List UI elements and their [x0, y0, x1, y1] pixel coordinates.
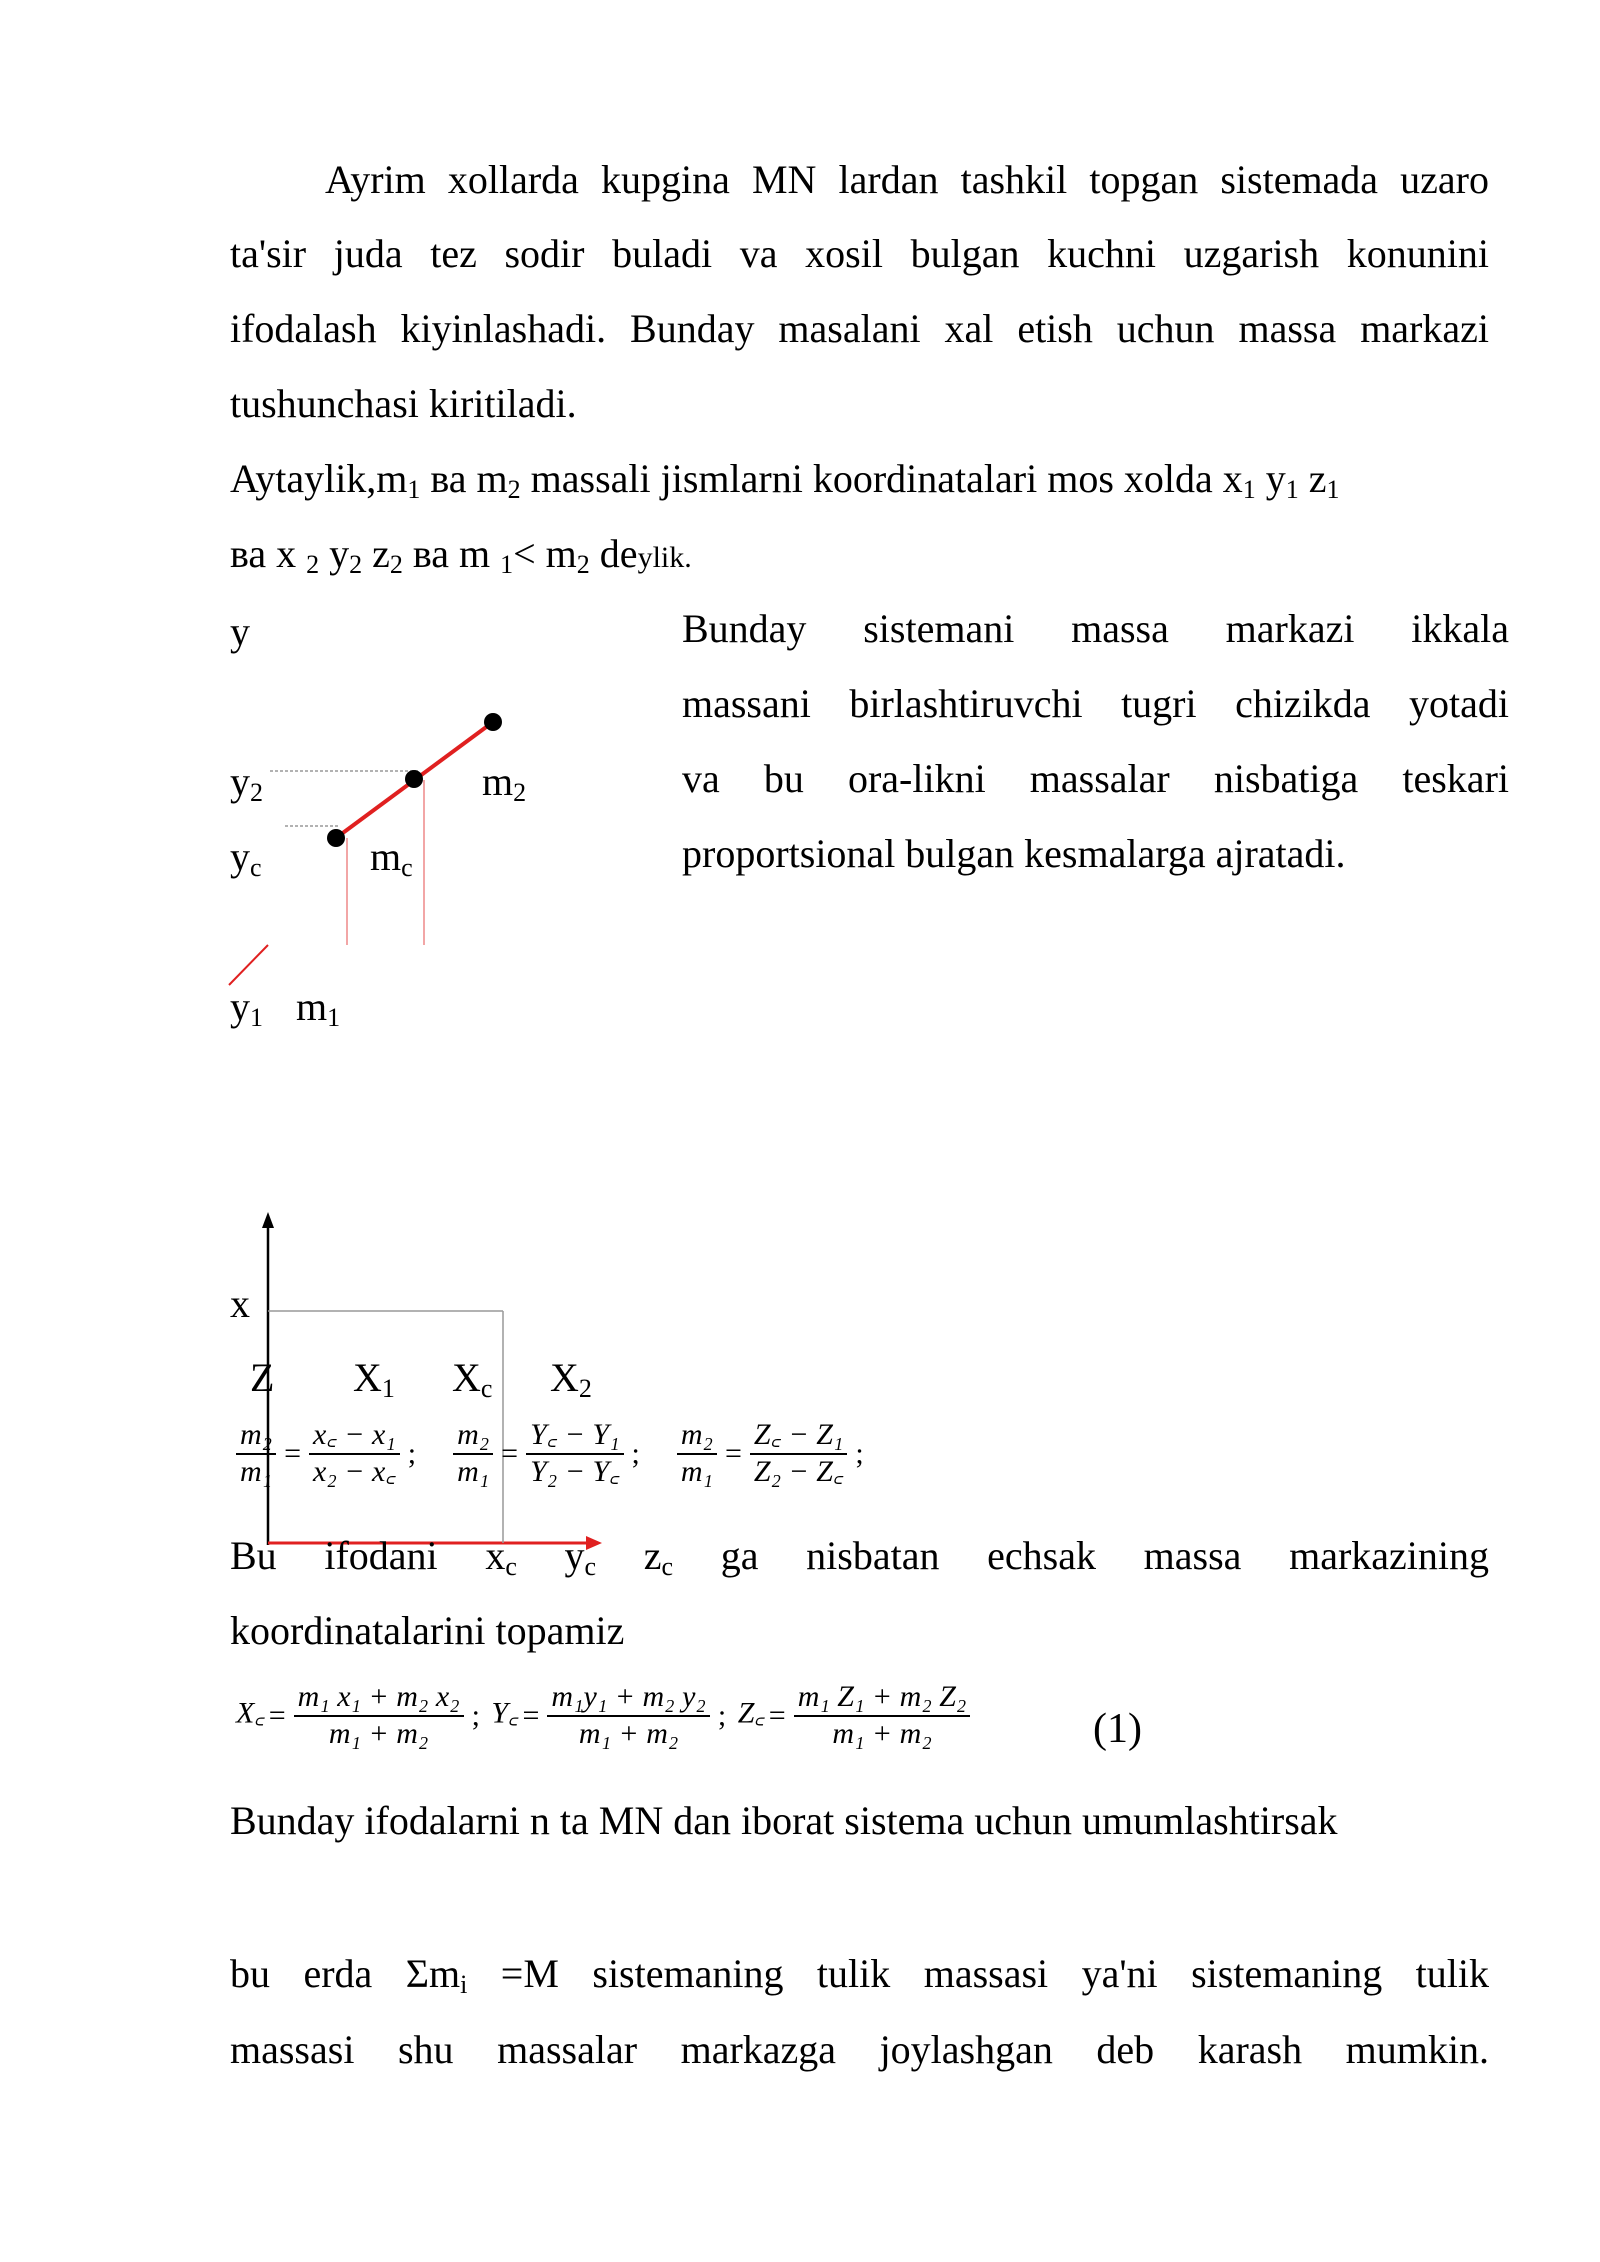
mc-label: $m_c$	[370, 834, 413, 882]
x2-label: $X_2$	[550, 1355, 592, 1403]
p2-line-1: $Aytaylik,m_1$ ва $m_2$ massali jismlarni koordinatalari mos xolda $x_1$ $y_1$ $z_1$	[230, 456, 1340, 504]
p1-line-1: Ayrim xollarda kupgina MN lardan tashkil topgan sistemada uzaro	[325, 157, 1489, 202]
p3-line-3: va bu ora-likni massalar nisbatiga teskari	[682, 756, 1509, 801]
equation-number: (1)	[1093, 1706, 1142, 1752]
yc-label: $y_c$	[230, 834, 262, 882]
p1-line-4: tushunchasi kiritiladi.	[230, 381, 577, 426]
mc-dot	[327, 829, 345, 847]
x1-label: $X_1$	[353, 1355, 395, 1403]
xc-label: $X_c$	[452, 1355, 493, 1403]
p4-line-1: Bu ifodani $x_c$ $y_c$ $z_c$ ga nisbatan echsak massa markazining	[230, 1533, 1489, 1581]
p3-line-2: massani birlashtiruvchi tugri chizikda yotadi	[682, 681, 1509, 726]
p1-line-2: ta'sir juda tez sodir buladi va xosil bulgan kuchni uzgarish konunini	[230, 231, 1489, 276]
end-dot	[484, 713, 502, 731]
ratio-formula: $\frac{\text{m₂}}{\text{m₁}}$ = $\frac{\text{x꜀ − x₁}}{\text{x₂ − x꜀}}$ ; $\frac{\text{m₂}}{\text{m₁}}$ = $\frac{\text{Y꜀ − Y₁}}{\text{Y₂ − Y꜀}}$ ; $\frac{\text{m₂}}{\text{m₁}}$ = $\frac{\text{Z꜀ − Z₁}}{\text{Z₂ − Z꜀}}$ ;	[232, 1418, 868, 1489]
m1-label: $m_1$	[296, 984, 341, 1032]
center-of-mass-formula: X꜀ = $\frac{\text{m₁ x₁ + m₂ x₂}}{\text{m₁ + m₂}}$ ; Y꜀ = $\frac{\text{m₁y₁ + m₂ y₂}}{\text{m₁ + m₂}}$ ; Z꜀ = $\frac{\text{m₁ Z₁ + m₂ Z₂}}{\text{m₁ + m₂}}$	[236, 1680, 974, 1751]
m2-dot	[405, 770, 423, 788]
m2-label: $m_2$	[482, 759, 527, 807]
vertical-axis-arrow	[262, 1212, 274, 1228]
axis-stub-line	[229, 945, 268, 985]
p5-line-1: Bunday ifodalarni n ta MN dan iborat sistema uchun umumlashtirsak	[230, 1798, 1338, 1843]
p3-line-4: proportsional bulgan kesmalarga ajratadi.	[682, 831, 1346, 876]
axis-z-label: Z	[250, 1355, 275, 1400]
axis-x-label: x	[230, 1281, 250, 1326]
p6-line-2: massasi shu massalar markazga joylashgan deb karash mumkin.	[230, 2027, 1489, 2072]
y1-label: $y_1$	[230, 984, 263, 1032]
y2-label: $y_2$	[230, 759, 263, 807]
p1-line-3: ifodalash kiyinlashadi. Bunday masalani xal etish uchun massa markazi	[230, 306, 1489, 351]
p3-line-1: Bunday sistemani massa markazi ikkala	[682, 606, 1509, 651]
p2-line-2: ва x $_2$ $y_2$ $z_2$ ва m $_1< m_2$ deylik.	[230, 531, 692, 579]
p4-line-2: koordinatalarini topamiz	[230, 1608, 625, 1653]
axis-y-label: y	[230, 609, 250, 654]
p6-line-1: bu erda $\Sigma m_i =M$ sistemaning tulik massasi ya'ni sistemaning tulik	[230, 1951, 1489, 1999]
